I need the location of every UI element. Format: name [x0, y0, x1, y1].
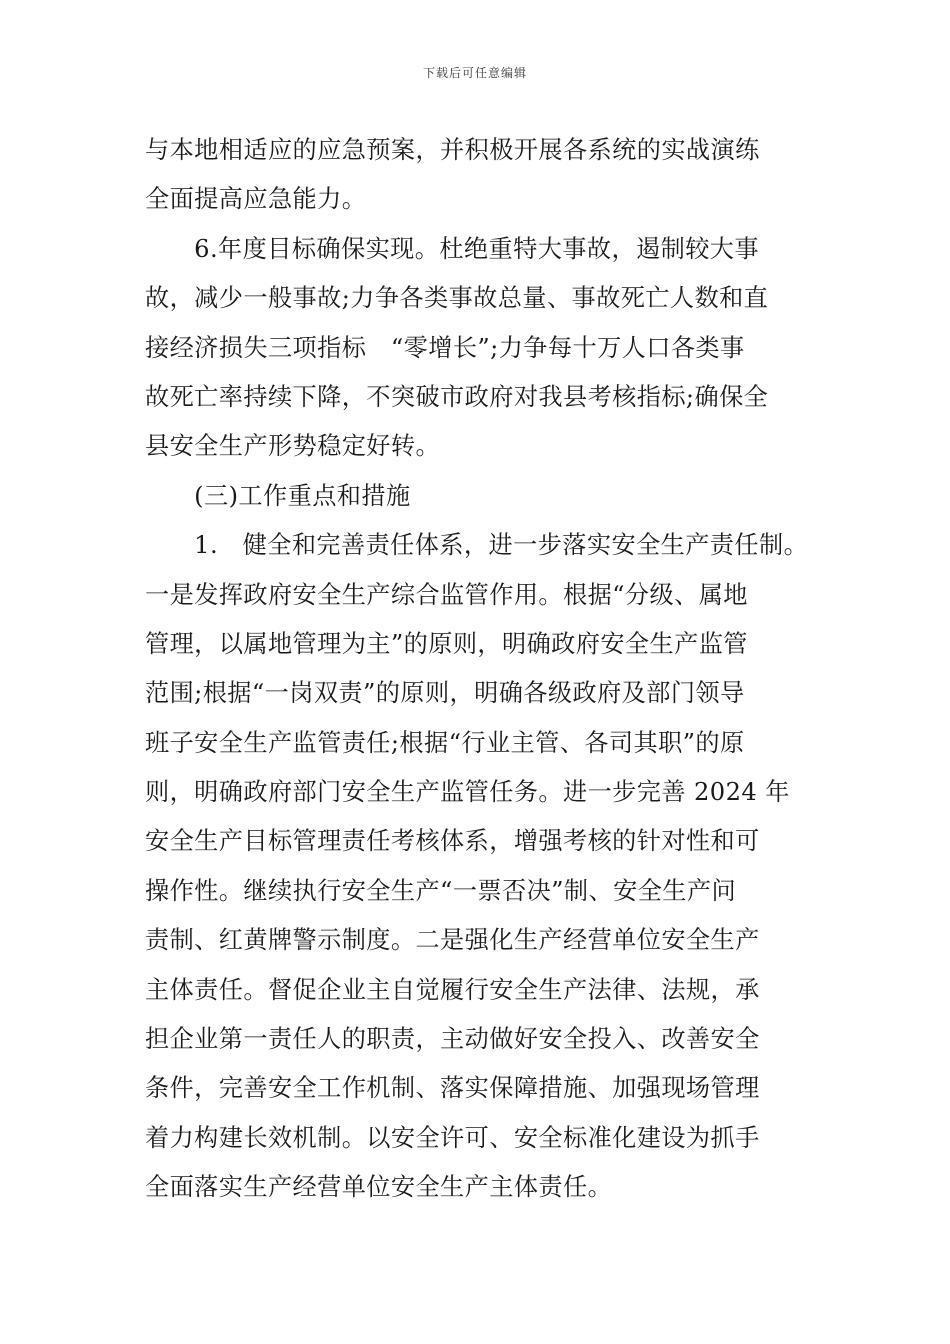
text-line: 安全生产目标管理责任考核体系，增强考核的针对性和可: [145, 827, 760, 856]
text-line: 主体责任。督促企业主自觉履行安全生产法律、法规，承: [145, 975, 760, 1004]
text-line: 与本地相适应的应急预案，并积极开展各系统的实战演练: [145, 136, 760, 164]
text-line: 则，明确政府部门安全生产监管任务。进一步完善 2024 年: [145, 778, 790, 807]
text-line: 故，减少一般事故;力争各类事故总量、事故死亡人数和直: [145, 284, 769, 313]
text-line: 故死亡率持续下降，不突破市政府对我县考核指标;确保全: [145, 382, 769, 411]
text-line: 担企业第一责任人的职责，主动做好安全投入、改善安全: [145, 1025, 760, 1054]
text-line: 着力构建长效机制。以安全许可、安全标准化建设为抓手: [145, 1123, 760, 1152]
section-heading: (三)工作重点和措施: [145, 481, 411, 510]
text-line: 6.年度目标确保实现。杜绝重特大事故，遏制较大事: [145, 234, 759, 263]
text-line: 接经济损失三项指标 “零增长”;力争每十万人口各类事: [145, 333, 745, 362]
text-line: 管理，以属地管理为主”的原则，明确政府安全生产监管: [145, 629, 748, 658]
document-body: [145, 126, 815, 1213]
text-line: 班子安全生产监管责任;根据“行业主管、各司其职”的原: [145, 728, 745, 757]
page-header-note: 下载后可任意编辑: [422, 66, 527, 80]
text-line: 一是发挥政府安全生产综合监管作用。根据“分级、属地: [145, 580, 748, 609]
text-line: 县安全生产形势稳定好转。: [145, 432, 441, 461]
text-line: 范围;根据“一岗双责”的原则，明确各级政府及部门领导: [145, 679, 745, 708]
text-line: 1. 健全和完善责任体系，进一步落实安全生产责任制。: [145, 531, 809, 560]
text-line: 全面落实生产经营单位安全生产主体责任。: [145, 1173, 613, 1202]
text-line: 操作性。继续执行安全生产“一票否决”制、安全生产问: [145, 876, 737, 905]
text-line: 全面提高应急能力。: [145, 185, 367, 214]
text-line: 责制、红黄牌警示制度。二是强化生产经营单位安全生产: [145, 926, 760, 955]
text-line: 条件，完善安全工作机制、落实保障措施、加强现场管理: [145, 1074, 760, 1103]
